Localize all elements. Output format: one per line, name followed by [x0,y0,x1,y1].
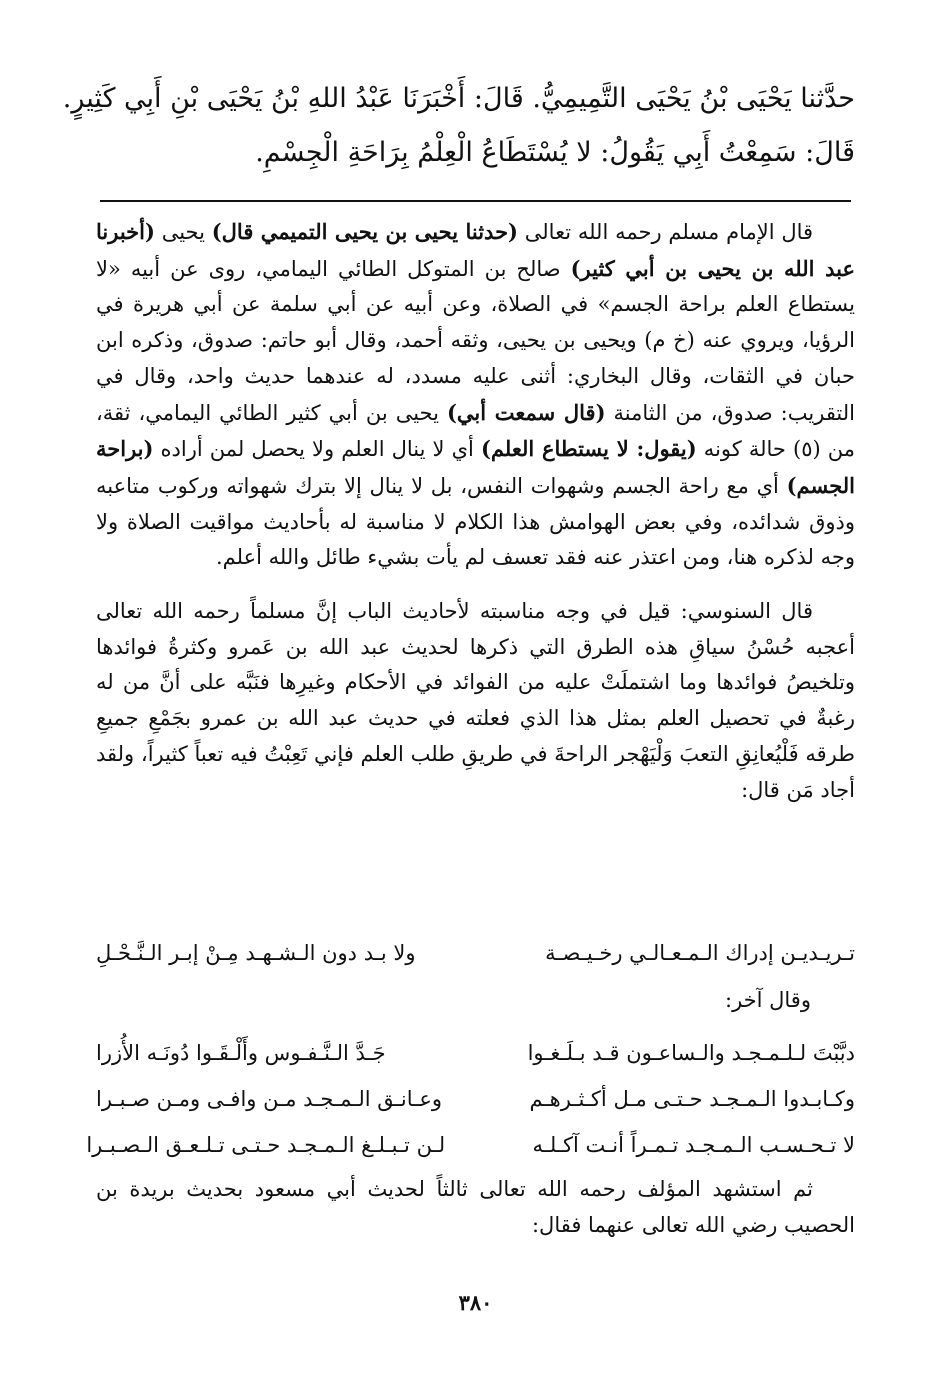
verse-line [86,1122,855,1168]
verse-second-hemistich: لـن تـبـلـغ الـمـجـد حـتـى تـلـعـق الـصـبـرا [86,1133,446,1157]
commentary-paragraph-1 [96,214,855,576]
commentary-run: صالح بن المتوكل الطائي اليمامي، روى عن أبيه «لا يستطاع العلم براحة الجسم» في الصلاة، وعن أبيه عن أبي سلمة عن أبي هريرة في الرؤيا، ويروي عنه (خ م) ويحيى بن يحيى، وثقه أحمد، وقال أبو حاتم: صدوق، وذكره ابن حبان في الثقات، وقال البخاري: أثنى عليه مسدد، له عندهما حديث واحد، وقال في التقريب: صدوق، من الثامنة [96,256,856,425]
verse-second-hemistich: ولا بـد دون الـشـهـد مِـنْ إبـر الـنَّـحْـلِ [96,941,416,965]
bold-quote: (براحة الجسم) [96,436,855,498]
commentary [96,214,855,808]
verse-first-hemistich: دبَّبْتَ لـلـمـجـد والـساعـون قـد بـلَـغـوا [527,1041,855,1065]
verse-block-2 [86,1030,855,1168]
bold-quote: (يقول: لا يستطاع العلم) [480,436,697,462]
page-number: ٣٨٠ [458,1290,493,1315]
hadith-line-1: حدَّثنا يَحْيَى بْنُ يَحْيَى التَّمِيمِيُّ. قَالَ: أَخْبَرَنَا عَبْدُ اللهِ بْنُ يَحْيَى بْنِ أَبِي كَثِيرٍ. [62,83,855,114]
commentary-paragraph-2: قال السنوسي: قيل في وجه مناسبته لأحاديث الباب إنَّ مسلماً رحمه الله تعالى أعجبه حُسْنُ سياقِ هذه الطرق التي ذكرها لحديث عبد الله بن عَمرو وكثرةُ فوائدها وتلخيصُ فوائدها وما اشتملَتْ عليه من الفوائد في الأحكام وغيرِها فنَبَّه على أنَّ من له رغبةٌ في تحصيل العلم بمثل هذا الذي فعلته في حديث عبد الله بن عمرو بجَمْعِ جميعِ طرقه فَلْيُعانِقِ التعبَ وَلْيَهْجر الراحةَ في طريقِ طلب العلم فإني تَعِبْتُ فيه تعباً كثيراً، ولقد أجاد مَن قال: [96,599,855,802]
bold-quote: (قال سمعت أبي) [446,399,606,425]
commentary-run: يحيى بن أبي كثير الطائي اليمامي، ثقة، من (٥) حالة كونه [96,400,855,462]
verse-line [96,1076,855,1122]
verse-line [96,1030,855,1076]
verse-block-1 [96,930,855,976]
other-poet-label: وقال آخر: [725,988,811,1012]
commentary-run: أي لا ينال العلم ولا يحصل لمن أراده [153,437,481,462]
divider-line [100,200,851,202]
verse-first-hemistich: تـريـديـن إدراك الـمـعـالـي رخـيـصـة [545,941,855,965]
verse-first-hemistich: لا تـحـسـب الـمـجـد تـمـراً أنـت آكـلـه [532,1133,855,1157]
commentary-run: قال الإمام مسلم رحمه الله تعالى [518,220,814,244]
bold-quote: (أخبرنا عبد الله بن يحيى بن أبي كثير) [96,219,856,281]
hadith-text [62,72,855,180]
hadith-line-2: قَالَ: سَمِعْتُ أَبِي يَقُولُ: لا يُسْتَطَاعُ الْعِلْمُ بِرَاحَةِ الْجِسْمِ. [255,137,855,168]
verse-first-hemistich: وكـابـدوا الـمـجـد حـتـى مـل أكـثـرهـم [529,1087,855,1111]
verse-second-hemistich: جَـدَّ الـنَّـفـوس وأَلْـقَـوا دُونَـه الأُزرا [96,1041,386,1065]
verse-second-hemistich: وعـانـق الـمـجـد مـن وافـى ومـن صـبـرا [96,1087,442,1111]
verse-line [96,930,855,976]
bold-quote: (حدثنا يحيى بن يحيى التميمي قال) [211,219,518,244]
commentary-run: يحيى [154,220,212,244]
closing-text [96,1172,855,1243]
closing-paragraph: ثم استشهد المؤلف رحمه الله تعالى ثالثاً لحديث أبي مسعود بحديث بريدة بن الحصيب رضي الله تعالى عنهما فقال: [96,1177,855,1237]
commentary-run: أي مع راحة الجسم وشهوات النفس، بل لا ينال إلا بترك شهواته وركوب متاعبه وذوق شدائده، وفي بعض الهوامش هذا الكلام لا مناسبة له بأحاديث مواقيت الصلاة ولا وجه لذكره هنا، ومن اعتذر عنه فقد تعسف لم يأت بشيء طائل والله أعلم. [96,473,856,570]
